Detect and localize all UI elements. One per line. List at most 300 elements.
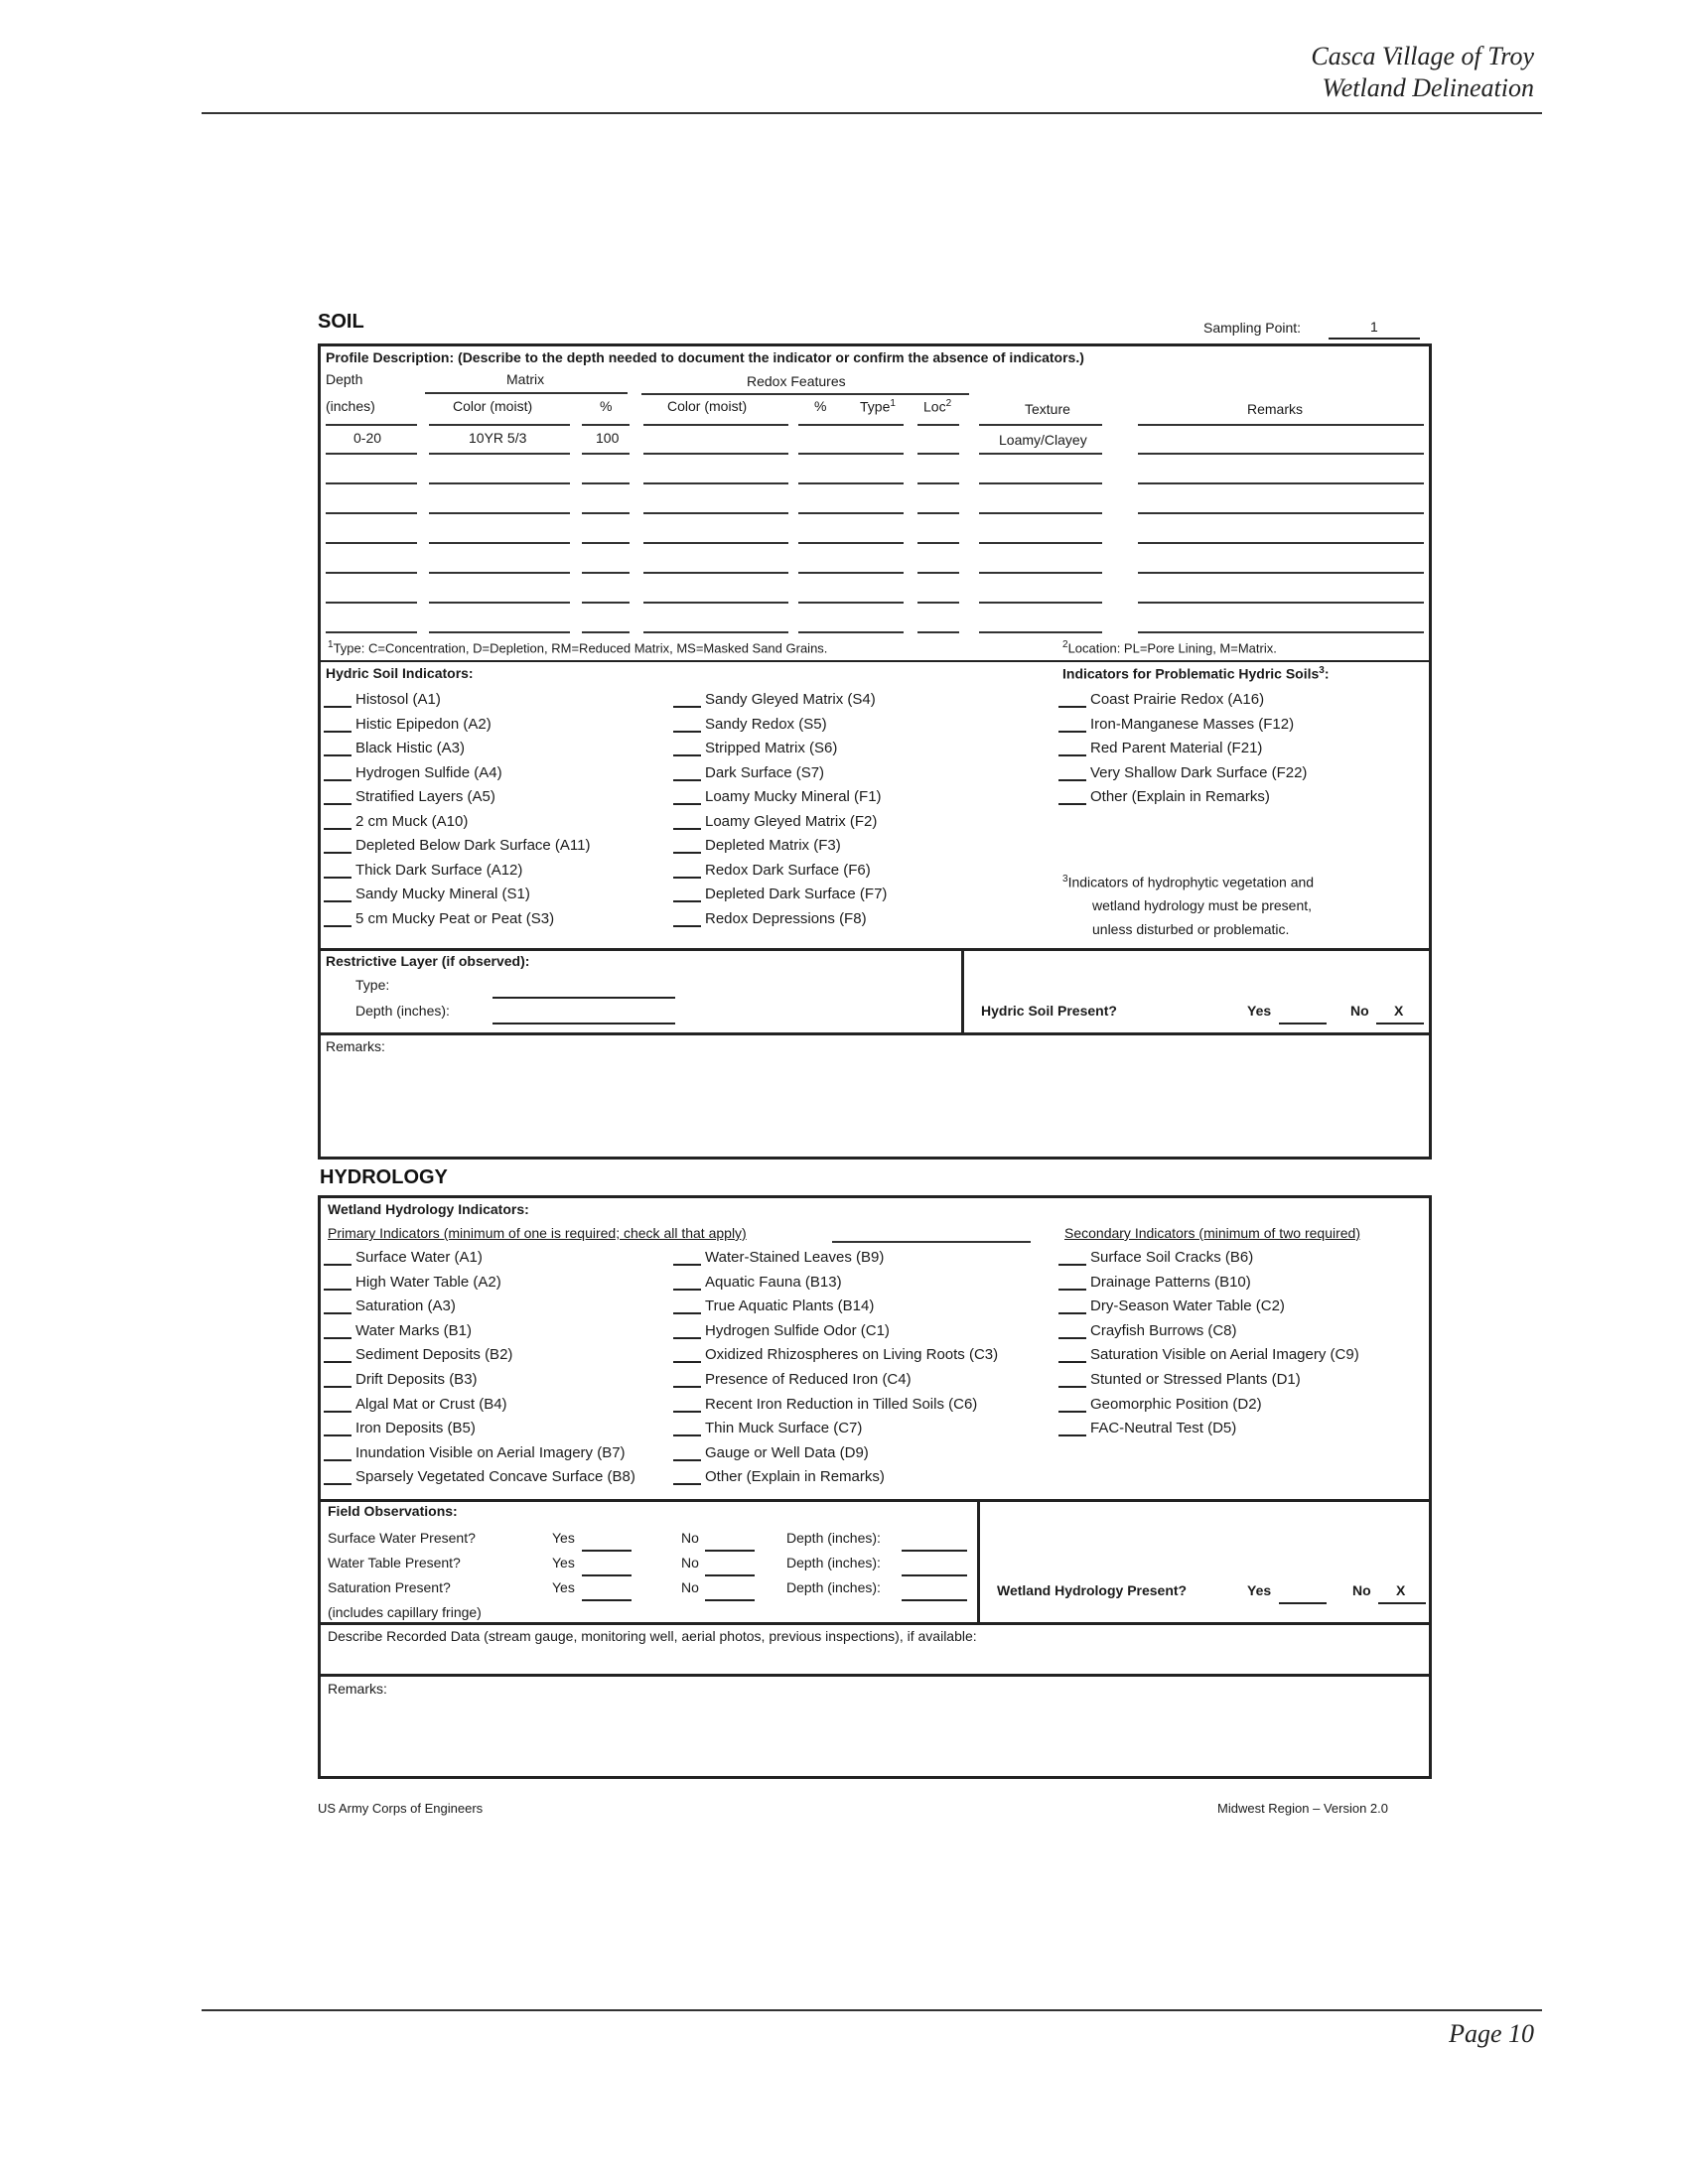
profile-row-field[interactable]: [979, 542, 1102, 544]
hydric-col1-item: [324, 740, 465, 756]
profile-row-field[interactable]: [429, 512, 570, 514]
field-yes-field[interactable]: [582, 1550, 632, 1552]
field-yes-field[interactable]: [582, 1574, 632, 1576]
profile-row-field[interactable]: [798, 482, 858, 484]
primary-col1-checkbox[interactable]: [324, 1289, 352, 1291]
hydric-col2-item: [673, 862, 871, 879]
hydrology-remarks-label: Remarks:: [328, 1681, 387, 1697]
primary-col1-label: Sparsely Vegetated Concave Surface (B8): [355, 1468, 635, 1486]
primary-col2-item: [673, 1322, 890, 1339]
profile-row-field[interactable]: [326, 482, 417, 484]
profile-row-field[interactable]: [326, 542, 417, 544]
field-no-label: No: [681, 1579, 699, 1595]
primary-col1-checkbox[interactable]: [324, 1264, 352, 1266]
secondary-checkbox[interactable]: [1058, 1289, 1086, 1291]
hydric-col1-item: [324, 886, 530, 902]
soil-remarks-label: Remarks:: [326, 1038, 385, 1054]
hydric-col1-checkbox[interactable]: [324, 754, 352, 756]
matrix-rule: [425, 392, 628, 394]
primary-indicators-title: Primary Indicators (minimum of one is required; check all that apply): [328, 1225, 747, 1241]
secondary-checkbox[interactable]: [1058, 1312, 1086, 1314]
problematic-item: [1058, 740, 1262, 756]
col-type: Type$^1$: [860, 398, 896, 415]
field-yes-label: Yes: [552, 1555, 575, 1570]
profile-row-field[interactable]: [643, 482, 788, 484]
profile-row-field[interactable]: [1138, 631, 1424, 633]
profile-row-field[interactable]: [858, 512, 904, 514]
problematic-checkbox[interactable]: [1058, 779, 1086, 781]
profile-instruction: (Describe to the depth needed to document the indicator or confirm the absence of indicators.): [458, 349, 1084, 365]
hydric-col2-item: [673, 910, 867, 927]
primary-col2-item: [673, 1274, 842, 1291]
primary-col1-checkbox[interactable]: [324, 1386, 352, 1388]
secondary-label: Geomorphic Position (D2): [1090, 1395, 1262, 1413]
profile-row-field[interactable]: [643, 631, 788, 633]
col-color-moist-redox: Color (moist): [667, 398, 748, 414]
profile-row-field[interactable]: [858, 602, 904, 604]
primary-col2-label: Water-Stained Leaves (B9): [705, 1249, 885, 1266]
secondary-item: [1058, 1371, 1301, 1388]
secondary-item: [1058, 1396, 1262, 1413]
note3-line1: $^3$Indicators of hydrophytic vegetation and: [1062, 874, 1315, 890]
secondary-label: Surface Soil Cracks (B6): [1090, 1249, 1254, 1266]
profile-row-field[interactable]: [582, 631, 630, 633]
profile-row-field[interactable]: [858, 631, 904, 633]
hydric-col2-label: Sandy Gleyed Matrix (S4): [705, 691, 876, 708]
row1-texture[interactable]: Loamy/Clayey: [999, 432, 1087, 448]
primary-col2-checkbox[interactable]: [673, 1459, 701, 1461]
hydric-col1-label: Hydrogen Sulfide (A4): [355, 763, 502, 781]
restrictive-vertical-divider: [961, 948, 964, 1032]
profile-row-field[interactable]: [979, 453, 1102, 455]
profile-row-field[interactable]: [917, 453, 959, 455]
profile-row-field[interactable]: [917, 512, 959, 514]
hydric-col1-checkbox[interactable]: [324, 803, 352, 805]
primary-col1-checkbox[interactable]: [324, 1411, 352, 1413]
profile-row-field[interactable]: [858, 572, 904, 574]
primary-col1-item: [324, 1297, 456, 1314]
note3-line2: wetland hydrology must be present,: [1092, 897, 1313, 913]
primary-col2-label: Presence of Reduced Iron (C4): [705, 1371, 912, 1388]
col-pct-redox: %: [814, 398, 827, 414]
hydric-col1-label: Stratified Layers (A5): [355, 788, 495, 805]
profile-header-underline: [326, 424, 417, 426]
wetland-no-label: No: [1352, 1582, 1371, 1598]
profile-row-field[interactable]: [326, 631, 417, 633]
hydric-col1-label: Black Histic (A3): [355, 740, 466, 756]
problematic-checkbox[interactable]: [1058, 754, 1086, 756]
profile-row-field[interactable]: [643, 542, 788, 544]
profile-header-underline: [1138, 424, 1424, 426]
profile-row-field[interactable]: [643, 453, 788, 455]
restrictive-type-field[interactable]: [492, 997, 675, 999]
hydric-col1-item: [324, 716, 492, 733]
hydric-soil-present-label: Hydric Soil Present?: [981, 1003, 1117, 1019]
primary-col1-label: Saturation (A3): [355, 1297, 456, 1315]
footnote-type: $^1$Type: C=Concentration, D=Depletion, RM=Reduced Matrix, MS=Masked Sand Grains.: [328, 639, 828, 656]
wetland-indicators-title: Wetland Hydrology Indicators:: [328, 1201, 529, 1217]
secondary-item: [1058, 1274, 1251, 1291]
primary-col1-checkbox[interactable]: [324, 1337, 352, 1339]
hydric-no-label: No: [1350, 1003, 1369, 1019]
problematic-checkbox[interactable]: [1058, 706, 1086, 708]
profile-header-underline: [582, 424, 630, 426]
field-observations-title: Field Observations:: [328, 1503, 458, 1519]
primary-col2-checkbox[interactable]: [673, 1483, 701, 1485]
hydric-col2-item: [673, 837, 841, 854]
field-no-field[interactable]: [705, 1550, 755, 1552]
field-water-table-label: Water Table Present?: [328, 1555, 461, 1570]
hydric-col1-label: Depleted Below Dark Surface (A11): [355, 837, 591, 854]
field-no-label: No: [681, 1555, 699, 1570]
profile-row-field[interactable]: [798, 602, 858, 604]
profile-row-field[interactable]: [582, 482, 630, 484]
profile-row-field[interactable]: [798, 572, 858, 574]
profile-row-field[interactable]: [858, 542, 904, 544]
profile-row-field[interactable]: [643, 602, 788, 604]
primary-col1-checkbox[interactable]: [324, 1483, 352, 1485]
hydrology-remarks-divider: [320, 1674, 1430, 1677]
primary-col2-checkbox[interactable]: [673, 1312, 701, 1314]
field-surface-water-label: Surface Water Present?: [328, 1530, 476, 1546]
profile-row-field[interactable]: [429, 572, 570, 574]
page-number: Page 10: [1449, 2019, 1534, 2048]
field-saturation-label: Saturation Present?: [328, 1579, 451, 1595]
primary-col2-label: Other (Explain in Remarks): [705, 1468, 885, 1486]
profile-row-field[interactable]: [858, 453, 904, 455]
restrictive-title: Restrictive Layer (if observed):: [326, 953, 530, 969]
header-document-type: Wetland Delineation: [1322, 73, 1534, 102]
profile-header-underline: [917, 424, 959, 426]
primary-col2-checkbox[interactable]: [673, 1264, 701, 1266]
secondary-label: Dry-Season Water Table (C2): [1090, 1297, 1285, 1315]
hydric-col2-checkbox[interactable]: [673, 754, 701, 756]
primary-col1-label: Iron Deposits (B5): [355, 1420, 476, 1437]
profile-row-field[interactable]: [798, 631, 858, 633]
problematic-title: Indicators for Problematic Hydric Soils$^3$:: [1062, 665, 1330, 682]
recorded-data-label: Describe Recorded Data (stream gauge, monitoring well, aerial photos, previous inspections), if available:: [328, 1628, 977, 1644]
sampling-point-value[interactable]: 1: [1370, 319, 1378, 335]
hydric-no-field[interactable]: [1376, 1023, 1424, 1024]
profile-row-field[interactable]: [326, 572, 417, 574]
hydric-col2-label: Redox Dark Surface (F6): [705, 861, 871, 879]
hydric-col1-item: [324, 813, 468, 830]
hydric-col1-checkbox[interactable]: [324, 877, 352, 879]
secondary-item: [1058, 1249, 1253, 1266]
primary-col1-checkbox[interactable]: [324, 1361, 352, 1363]
secondary-item: [1058, 1322, 1237, 1339]
profile-row-field[interactable]: [917, 602, 959, 604]
profile-row-field[interactable]: [643, 572, 788, 574]
footer-rule: [202, 2009, 1542, 2011]
profile-row-field[interactable]: [326, 512, 417, 514]
secondary-checkbox[interactable]: [1058, 1264, 1086, 1266]
problematic-checkbox[interactable]: [1058, 731, 1086, 733]
field-depth-field[interactable]: [902, 1599, 967, 1601]
hydric-col1-item: [324, 862, 522, 879]
hydric-col2-checkbox[interactable]: [673, 803, 701, 805]
hydric-col2-item: [673, 764, 824, 781]
primary-col1-checkbox[interactable]: [324, 1434, 352, 1436]
footnote-location: $^2$Location: PL=Pore Lining, M=Matrix.: [1062, 639, 1277, 656]
redox-rule: [641, 393, 969, 395]
hydric-col1-label: 5 cm Mucky Peat or Peat (S3): [355, 909, 555, 927]
profile-row-field[interactable]: [582, 602, 630, 604]
profile-row-field[interactable]: [1138, 602, 1424, 604]
hydric-col2-checkbox[interactable]: [673, 925, 701, 927]
field-no-field[interactable]: [705, 1599, 755, 1601]
profile-row-field[interactable]: [643, 512, 788, 514]
hydric-col1-label: Thick Dark Surface (A12): [355, 861, 523, 879]
header-rule: [202, 112, 1542, 114]
col-matrix: Matrix: [506, 371, 545, 387]
profile-row-field[interactable]: [917, 542, 959, 544]
profile-row-field[interactable]: [1138, 453, 1424, 455]
profile-row-field[interactable]: [858, 482, 904, 484]
col-loc: Loc$^2$: [923, 398, 952, 415]
profile-header-underline: [798, 424, 858, 426]
profile-row-field[interactable]: [917, 482, 959, 484]
secondary-label: Saturation Visible on Aerial Imagery (C9): [1090, 1346, 1359, 1364]
profile-row-field[interactable]: [429, 631, 570, 633]
col-texture: Texture: [1025, 401, 1070, 417]
profile-row-field[interactable]: [1138, 482, 1424, 484]
profile-row-field[interactable]: [326, 602, 417, 604]
profile-row-field[interactable]: [582, 453, 630, 455]
primary-col2-label: Gauge or Well Data (D9): [705, 1443, 869, 1461]
col-pct: %: [600, 398, 613, 414]
primary-col1-item: [324, 1444, 626, 1461]
row1-pct[interactable]: 100: [596, 430, 620, 446]
primary-col2-checkbox[interactable]: [673, 1289, 701, 1291]
profile-row-field[interactable]: [1138, 542, 1424, 544]
hydric-col1-checkbox[interactable]: [324, 779, 352, 781]
restrictive-depth-label: Depth (inches):: [355, 1003, 450, 1019]
profile-row-field[interactable]: [326, 453, 417, 455]
hydric-col2-checkbox[interactable]: [673, 852, 701, 854]
hydric-yes-label: Yes: [1247, 1003, 1272, 1019]
primary-col1-label: Algal Mat or Crust (B4): [355, 1395, 507, 1413]
problematic-item: [1058, 716, 1294, 733]
form-footer-agency: US Army Corps of Engineers: [318, 1801, 484, 1816]
secondary-checkbox[interactable]: [1058, 1386, 1086, 1388]
recorded-data-divider: [320, 1622, 1430, 1625]
hydric-col1-item: [324, 788, 495, 805]
primary-col1-item: [324, 1468, 635, 1485]
profile-row-field[interactable]: [582, 572, 630, 574]
field-yes-field[interactable]: [582, 1599, 632, 1601]
profile-row-field[interactable]: [798, 512, 858, 514]
primary-col2-checkbox[interactable]: [673, 1386, 701, 1388]
problematic-label: Coast Prairie Redox (A16): [1090, 691, 1265, 708]
primary-col1-label: Surface Water (A1): [355, 1249, 483, 1266]
hydric-col2-checkbox[interactable]: [673, 900, 701, 902]
primary-col2-item: [673, 1297, 874, 1314]
col-color-moist: Color (moist): [453, 398, 533, 414]
profile-description-heading: [326, 349, 1084, 365]
profile-row-field[interactable]: [429, 453, 570, 455]
wetland-no-value[interactable]: X: [1396, 1582, 1406, 1598]
profile-row-field[interactable]: [917, 631, 959, 633]
profile-header-underline: [979, 424, 1102, 426]
row1-color[interactable]: 10YR 5/3: [469, 430, 527, 446]
hydric-col1-label: Histic Epipedon (A2): [355, 715, 492, 733]
profile-row-field[interactable]: [979, 512, 1102, 514]
secondary-label: FAC-Neutral Test (D5): [1090, 1420, 1237, 1437]
profile-row-field[interactable]: [798, 453, 858, 455]
primary-col2-checkbox[interactable]: [673, 1337, 701, 1339]
profile-row-field[interactable]: [429, 482, 570, 484]
hydric-col1-checkbox[interactable]: [324, 852, 352, 854]
primary-col1-checkbox[interactable]: [324, 1312, 352, 1314]
soil-remarks-divider: [320, 1032, 1430, 1035]
wetland-yes-field[interactable]: [1279, 1602, 1327, 1604]
sampling-point-label: Sampling Point:: [1203, 320, 1302, 336]
primary-col1-label: Drift Deposits (B3): [355, 1371, 478, 1388]
secondary-checkbox[interactable]: [1058, 1411, 1086, 1413]
hydric-col2-label: Dark Surface (S7): [705, 763, 825, 781]
profile-row-field[interactable]: [429, 602, 570, 604]
primary-col2-checkbox[interactable]: [673, 1411, 701, 1413]
profile-row-field[interactable]: [979, 572, 1102, 574]
hydric-col1-checkbox[interactable]: [324, 925, 352, 927]
wetland-hydrology-present-label: Wetland Hydrology Present?: [997, 1582, 1188, 1598]
hydric-col2-item: [673, 813, 877, 830]
primary-col2-item: [673, 1396, 977, 1413]
restrictive-type-label: Type:: [355, 977, 390, 993]
secondary-label: Crayfish Burrows (C8): [1090, 1321, 1237, 1339]
restrictive-divider: [320, 948, 1430, 951]
primary-col1-checkbox[interactable]: [324, 1459, 352, 1461]
field-depth-field[interactable]: [902, 1550, 967, 1552]
hydric-col2-checkbox[interactable]: [673, 706, 701, 708]
field-no-label: No: [681, 1530, 699, 1546]
profile-row-field[interactable]: [1138, 572, 1424, 574]
hydric-col2-label: Redox Depressions (F8): [705, 909, 867, 927]
hydric-col2-label: Loamy Gleyed Matrix (F2): [705, 812, 878, 830]
hydric-yes-field[interactable]: [1279, 1023, 1327, 1024]
profile-row-field[interactable]: [798, 542, 858, 544]
profile-row-field[interactable]: [979, 482, 1102, 484]
field-depth-label: Depth (inches):: [786, 1555, 881, 1570]
primary-col2-label: Aquatic Fauna (B13): [705, 1273, 842, 1291]
profile-row-field[interactable]: [1138, 512, 1424, 514]
hydric-col1-checkbox[interactable]: [324, 900, 352, 902]
form-footer-version: Midwest Region – Version 2.0: [1217, 1801, 1388, 1816]
secondary-checkbox[interactable]: [1058, 1337, 1086, 1339]
primary-col1-label: High Water Table (A2): [355, 1273, 501, 1291]
hydric-col1-item: [324, 910, 554, 927]
field-depth-label: Depth (inches):: [786, 1579, 881, 1595]
primary-col2-label: Thin Muck Surface (C7): [705, 1420, 863, 1437]
wetland-no-field[interactable]: [1378, 1602, 1426, 1604]
problematic-item: [1058, 691, 1264, 708]
primary-col2-item: [673, 1371, 912, 1388]
field-yes-label: Yes: [552, 1579, 575, 1595]
hydric-col2-label: Sandy Redox (S5): [705, 715, 827, 733]
field-obs-vertical-divider: [977, 1499, 980, 1622]
hydric-col1-checkbox[interactable]: [324, 731, 352, 733]
hydric-col2-checkbox[interactable]: [673, 779, 701, 781]
restrictive-depth-field[interactable]: [492, 1023, 675, 1024]
primary-col1-item: [324, 1420, 476, 1436]
primary-col2-label: True Aquatic Plants (B14): [705, 1297, 875, 1315]
primary-col1-label: Inundation Visible on Aerial Imagery (B7): [355, 1443, 626, 1461]
field-depth-label: Depth (inches):: [786, 1530, 881, 1546]
footnote-divider: [320, 660, 1430, 662]
primary-col2-checkbox[interactable]: [673, 1434, 701, 1436]
problematic-label: Other (Explain in Remarks): [1090, 788, 1270, 805]
soil-form-box: [318, 343, 1432, 1160]
primary-col2-item: [673, 1468, 885, 1485]
hydric-col1-item: [324, 764, 502, 781]
profile-row-field[interactable]: [979, 631, 1102, 633]
hydric-col2-checkbox[interactable]: [673, 828, 701, 830]
hydric-col1-checkbox[interactable]: [324, 706, 352, 708]
hydric-col2-checkbox[interactable]: [673, 877, 701, 879]
hydric-col2-item: [673, 691, 876, 708]
hydric-col1-checkbox[interactable]: [324, 828, 352, 830]
hydric-indicators-title: Hydric Soil Indicators:: [326, 665, 474, 681]
hydric-col1-label: 2 cm Muck (A10): [355, 812, 469, 830]
primary-col2-checkbox[interactable]: [673, 1361, 701, 1363]
hydrology-section-title: HYDROLOGY: [320, 1166, 448, 1188]
soil-section-title: SOIL: [318, 311, 364, 333]
primary-col2-label: Oxidized Rhizospheres on Living Roots (C3): [705, 1346, 999, 1364]
problematic-label: Iron-Manganese Masses (F12): [1090, 715, 1295, 733]
secondary-checkbox[interactable]: [1058, 1361, 1086, 1363]
primary-col1-item: [324, 1322, 472, 1339]
hydric-no-value[interactable]: X: [1394, 1003, 1404, 1019]
field-no-field[interactable]: [705, 1574, 755, 1576]
sampling-point-line: [1329, 338, 1420, 340]
profile-header-underline: [643, 424, 788, 426]
hydric-col1-label: Histosol (A1): [355, 691, 441, 708]
secondary-item: [1058, 1346, 1359, 1363]
profile-row-field[interactable]: [429, 542, 570, 544]
hydric-col2-item: [673, 886, 887, 902]
header-project-name: Casca Village of Troy: [1311, 42, 1534, 70]
profile-row-field[interactable]: [979, 602, 1102, 604]
problematic-item: [1058, 764, 1307, 781]
profile-row-field[interactable]: [582, 512, 630, 514]
primary-col2-label: Hydrogen Sulfide Odor (C1): [705, 1321, 890, 1339]
primary-col1-item: [324, 1346, 512, 1363]
hydric-col1-item: [324, 837, 591, 854]
problematic-checkbox[interactable]: [1058, 803, 1086, 805]
secondary-item: [1058, 1297, 1285, 1314]
problematic-label: Red Parent Material (F21): [1090, 740, 1263, 756]
col-redox: Redox Features: [747, 373, 846, 389]
note3-line3: unless disturbed or problematic.: [1092, 921, 1290, 937]
primary-col1-label: Sediment Deposits (B2): [355, 1346, 513, 1364]
secondary-checkbox[interactable]: [1058, 1434, 1086, 1436]
profile-row-field[interactable]: [582, 542, 630, 544]
problematic-label: Very Shallow Dark Surface (F22): [1090, 763, 1308, 781]
profile-label: Profile Description:: [326, 349, 455, 365]
field-yes-label: Yes: [552, 1530, 575, 1546]
hydric-col2-item: [673, 788, 882, 805]
secondary-label: Stunted or Stressed Plants (D1): [1090, 1371, 1301, 1388]
profile-row-field[interactable]: [917, 572, 959, 574]
hydric-col2-checkbox[interactable]: [673, 731, 701, 733]
row1-depth[interactable]: 0-20: [353, 430, 382, 446]
profile-header-underline: [429, 424, 570, 426]
wetland-yes-label: Yes: [1247, 1582, 1272, 1598]
primary-title-rule: [832, 1241, 1031, 1243]
col-depth: Depth: [326, 371, 363, 387]
field-depth-field[interactable]: [902, 1574, 967, 1576]
